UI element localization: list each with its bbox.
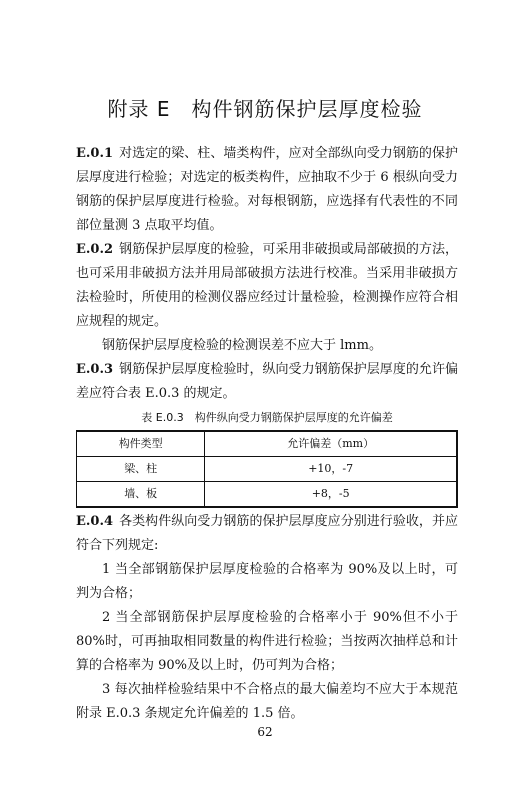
section-number: E.0.3 — [76, 362, 114, 377]
paragraph-text: 2 当全部钢筋保护层厚度检验的合格率小于 90%但不小于 80%时，可再抽取相同数量的构件进行检验；当按两次抽样总和计算的合格率为 90%及以上时，仍可判为合格； — [76, 610, 458, 673]
section-number: E.0.1 — [76, 146, 114, 161]
page-title: 附录 E 构件钢筋保护层厚度检验 — [107, 97, 423, 121]
paragraph-error-note — [76, 334, 458, 358]
list-item — [76, 558, 458, 606]
paragraph-e03 — [76, 358, 458, 406]
paragraph-e02 — [76, 238, 458, 334]
list-item — [76, 678, 458, 726]
table-caption: 表 E.0.3 构件纵向受力钢筋保护层厚度的允许偏差 — [141, 411, 393, 424]
body-upper — [76, 142, 458, 726]
paragraph-text: 3 每次抽样检验结果中不合格点的最大偏差均不应大于本规范附录 E.0.3 条规定允许偏差的 1.5 倍。 — [76, 682, 458, 721]
table-row — [77, 457, 458, 482]
table-row — [77, 482, 458, 508]
table-cell: 梁、柱 — [77, 457, 205, 482]
page-number: 62 — [257, 725, 273, 739]
paragraph-text: 对选定的梁、柱、墙类构件，应对全部纵向受力钢筋的保护层厚度进行检验；对选定的板类构件，应抽取不少于 6 根纵向受力钢筋的保护层厚度进行检验。对每根钢筋，应选择有代表性的不同部位量测 3 点取平均值。 — [76, 146, 458, 233]
table-header-cell: 构件类型 — [77, 431, 205, 457]
table-cell: +10，-7 — [205, 457, 457, 482]
paragraph-text: 各类构件纵向受力钢筋的保护层厚度应分别进行验收，并应符合下列规定: — [76, 514, 458, 553]
table-header-cell: 允许偏差（mm） — [205, 431, 457, 457]
paragraph-text: 钢筋保护层厚度检验的检测误差不应大于 lmm。 — [102, 338, 382, 353]
table-cell: 墙、板 — [77, 482, 205, 508]
table-header-row — [77, 431, 458, 457]
paragraph-text: 钢筋保护层厚度检验时，纵向受力钢筋保护层厚度的允许偏差应符合表 E.0.3 的规定。 — [76, 362, 458, 401]
section-number: E.0.4 — [76, 514, 114, 529]
paragraph-text: 钢筋保护层厚度的检验，可采用非破损或局部破损的方法，也可采用非破损方法并用局部破损方法进行校准。当采用非破损方法检验时，所使用的检测仪器应经过计量检验，检测操作应符合相应规程的规定。 — [76, 242, 458, 329]
paragraph-e01 — [76, 142, 458, 238]
section-number: E.0.2 — [76, 242, 114, 257]
tolerance-table — [76, 430, 458, 508]
paragraph-text: 1 当全部钢筋保护层厚度检验的合格率为 90%及以上时，可判为合格； — [76, 562, 458, 601]
paragraph-e04 — [76, 510, 458, 558]
table-cell: +8，-5 — [205, 482, 457, 508]
list-item — [76, 606, 458, 678]
